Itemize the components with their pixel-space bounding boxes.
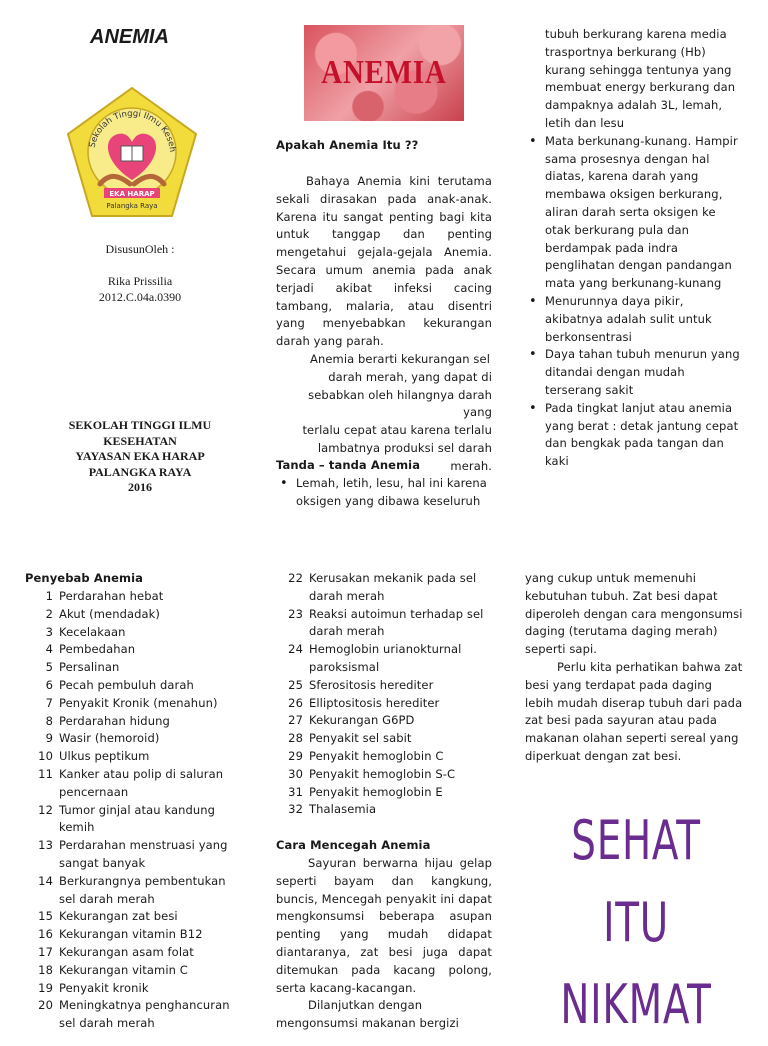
list-item-text: Pecah pembuluh darah <box>59 677 194 692</box>
list-item-text: Sferositosis herediter <box>309 677 434 692</box>
list-item <box>275 801 493 819</box>
author-nim: 2012.C.04a.0390 <box>98 290 182 304</box>
list-item <box>25 997 243 1033</box>
list-item-number: 31 <box>288 784 303 799</box>
section-heading-causes: Penyebab Anemia <box>25 571 144 585</box>
list-item-number: 6 <box>45 677 53 692</box>
composed-by-label: DisusunOleh : <box>105 242 175 256</box>
list-item-number: 10 <box>38 749 53 764</box>
list-item-number: 9 <box>45 731 53 746</box>
list-item-number: 29 <box>288 748 303 763</box>
list-item-text: Perdarahan hebat <box>59 589 164 603</box>
author-name: Rika Prissilia <box>107 274 173 288</box>
list-item-text: Penyakit kronik <box>59 980 149 995</box>
list-item-number: 22 <box>288 571 303 585</box>
list-item <box>25 980 243 998</box>
list-item-text: Tumor ginjal atau kandung kemih <box>59 802 216 835</box>
list-item-number: 18 <box>38 962 53 977</box>
list-item-number: 13 <box>38 838 53 853</box>
signs-list-start <box>276 475 492 511</box>
list-item-number: 14 <box>38 873 53 888</box>
list-item-text: Perdarahan menstruasi yang sangat banyak <box>59 838 228 870</box>
brochure-title: ANEMIA <box>90 26 169 48</box>
list-item: • Mata berkunang-kunang. Hampir sama prosesnya dengan hal diatas, karena darah yang membawa oksigen berkurang, aliran darah serta oksigen ke otak berkurang pula dan berdampak pada indra penglihatan dengan pandangan mata yang berkunang-kunang <box>525 133 743 293</box>
list-item-text: Kekurangan G6PD <box>309 713 415 728</box>
list-item <box>25 677 243 695</box>
list-item: • Pada tingkat lanjut atau anemia yang berat : detak jantung cepat dan bengkak pada tangan dan kaki <box>525 400 743 471</box>
nutrition-paragraph: yang cukup untuk memenuhi kebutuhan tubuh. Zat besi dapat diperoleh dengan cara mengonsumsi daging (terutama daging merah) seperti sapi. <box>525 571 743 657</box>
list-item-text: Kekurangan vitamin B12 <box>59 927 203 942</box>
list-item-number: 30 <box>288 766 303 781</box>
intro-paragraph: Bahaya Anemia kini terutama sekali dirasakan pada anak-anak. Karena itu sangat penting bagi kita untuk tanggap dan penting mengetahui gejala-gejala Anemia. Secara umum anemia pada anak terjadi akibat infeksi cacing tambang, malaria, atau disentri yang menyebabkan kekurangan darah yang parah. <box>276 174 492 349</box>
list-item <box>275 748 493 766</box>
list-item-text: Kekurangan zat besi <box>59 909 178 924</box>
list-item-number: 7 <box>45 695 53 710</box>
list-item: • Lemah, letih, lesu, hal ini karena oksigen yang dibawa keseluruh <box>276 475 492 511</box>
list-item-text: Perdarahan hidung <box>59 713 170 728</box>
list-item-text: Penyakit hemoglobin S-C <box>309 766 456 781</box>
list-item-number: 20 <box>38 998 53 1013</box>
section-heading-what-is: Apakah Anemia Itu ?? <box>276 138 419 152</box>
slogan-line: NIKMAT <box>560 973 712 1036</box>
list-item-text: Thalasemia <box>309 802 377 817</box>
list-item <box>275 712 493 730</box>
list-item <box>25 748 243 766</box>
list-item <box>25 873 243 909</box>
list-item-number: 19 <box>38 980 53 995</box>
list-item <box>25 659 243 677</box>
list-item <box>275 677 493 695</box>
list-item-number: 12 <box>38 802 53 817</box>
list-item <box>275 766 493 784</box>
definition-line: sebabkan oleh hilangnya darah yang <box>308 387 492 420</box>
list-item-text: Persalinan <box>59 660 120 675</box>
list-item <box>25 926 243 944</box>
list-item <box>275 784 493 802</box>
list-item-text: Elliptositosis herediter <box>309 695 440 710</box>
nutrition-paragraph: Perlu kita perhatikan bahwa zat besi yang terdapat pada daging lebih mudah diserap tubuh dari pada zat besi pada sayuran atau pada makanan olahan seperti sereal yang diperkuat dengan zat besi. <box>525 659 743 763</box>
list-item-number: 8 <box>45 713 53 728</box>
list-item-number: 15 <box>38 909 53 924</box>
list-item <box>25 606 243 624</box>
list-item <box>25 837 243 873</box>
slogan-block <box>520 800 752 1046</box>
intro-section <box>276 173 492 476</box>
list-item <box>275 570 493 606</box>
causes-list-continued <box>275 570 493 819</box>
definition-line: darah merah, yang dapat di <box>328 369 492 384</box>
list-item <box>25 713 243 731</box>
list-item-text: Kekurangan vitamin C <box>59 962 188 977</box>
list-item <box>25 624 243 642</box>
list-item-text: Meningkatnya penghancuran sel darah merah <box>59 998 230 1031</box>
signs-continued <box>525 26 743 471</box>
prevention-section <box>276 855 492 1033</box>
list-item-number: 1 <box>45 589 53 603</box>
logo-city-text: Palangka Raya <box>106 202 158 210</box>
list-item-text: Kerusakan mekanik pada sel darah merah <box>309 571 477 603</box>
list-item-number: 24 <box>288 642 303 657</box>
list-item <box>25 730 243 748</box>
definition-line: Anemia berarti kekurangan sel <box>309 351 490 366</box>
slogan-line: SEHAT <box>571 809 701 872</box>
prevention-paragraph: Sayuran berwarna hijau gelap seperti bayam dan kangkung, buncis, Mencegah penyakit ini dapat mengkonsumsi beberapa asupan penting yang mudah didapat diantaranya, zat besi juga dapat ditemukan pada kacang polong, serta kacang-kacangan. <box>276 856 492 995</box>
author-block <box>40 241 240 305</box>
section-heading-prevention: Cara Mencegah Anemia <box>276 838 431 852</box>
list-item <box>25 908 243 926</box>
institution-block <box>40 418 240 496</box>
signs-continuation-text: tubuh berkurang karena media trasportnya berkurang (Hb) kurang sehingga tentunya yang membuat energy berkurang dan dampaknya adalah 3L, lemah, letih dan lesu <box>545 27 736 130</box>
list-item-number: 17 <box>38 944 53 959</box>
list-item-number: 11 <box>38 766 53 781</box>
list-item-text: Penyakit Kronik (menahun) <box>59 695 218 710</box>
definition-line: lambatnya produksi sel darah merah. <box>317 440 492 473</box>
list-item-number: 2 <box>45 606 53 621</box>
list-item-text: Penyakit hemoglobin C <box>309 748 444 763</box>
list-item <box>25 766 243 802</box>
list-item-text: Hemoglobin urianokturnal paroksismal <box>309 642 462 674</box>
list-item-number: 3 <box>45 624 53 639</box>
list-item: • Daya tahan tubuh menurun yang ditandai dengan mudah terserang sakit <box>525 346 743 399</box>
school-logo <box>64 84 200 220</box>
list-item-text: Reaksi autoimun terhadap sel darah merah <box>309 606 484 639</box>
logo-foundation-text: EKA HARAP <box>109 190 155 198</box>
list-item-number: 26 <box>288 695 303 710</box>
list-item-number: 23 <box>288 606 303 621</box>
list-item-text: Kekurangan asam folat <box>59 944 194 959</box>
logo-arc-text: Sekolah Tinggi Ilmu Keseh <box>87 108 178 153</box>
list-item <box>275 641 493 677</box>
anemia-banner-image <box>304 25 464 121</box>
list-item-number: 27 <box>288 713 303 728</box>
institution-line: PALANGKA RAYA <box>88 464 192 479</box>
list-item <box>275 695 493 713</box>
list-item-text: Kanker atau polip di saluran pencernaan <box>59 766 224 799</box>
nutrition-section <box>525 570 743 766</box>
list-item-number: 5 <box>45 660 53 675</box>
list-item <box>25 588 243 606</box>
definition-line: terlalu cepat atau karena terlalu <box>302 423 492 438</box>
list-item-text: Wasir (hemoroid) <box>59 731 160 746</box>
banner-title: ANEMIA <box>321 54 447 91</box>
list-item-text: Penyakit hemoglobin E <box>309 784 443 799</box>
list-item-number: 32 <box>288 802 303 817</box>
list-item-text: Berkurangnya pembentukan sel darah merah <box>59 873 226 906</box>
list-item-text: Kecelakaan <box>59 624 126 639</box>
list-item-text: Akut (mendadak) <box>59 606 161 621</box>
prevention-paragraph: Dilanjutkan dengan mengonsumsi makanan bergizi <box>276 998 459 1031</box>
list-item: • Menurunnya daya pikir, akibatnya adalah sulit untuk berkonsentrasi <box>525 293 743 346</box>
list-item <box>275 730 493 748</box>
list-item-number: 25 <box>288 677 303 692</box>
list-item-text: Pembedahan <box>59 642 136 657</box>
institution-line: YAYASAN EKA HARAP <box>75 449 205 463</box>
list-item-text: Ulkus peptikum <box>59 749 150 764</box>
list-item-number: 4 <box>45 642 53 657</box>
list-item <box>25 944 243 962</box>
list-item <box>25 695 243 713</box>
list-item-text: Penyakit sel sabit <box>309 731 412 746</box>
institution-line: KESEHATAN <box>103 433 177 448</box>
signs-list <box>525 133 743 471</box>
institution-year: 2016 <box>128 480 152 494</box>
list-item-number: 28 <box>288 731 303 746</box>
slogan-line: ITU <box>603 891 669 954</box>
causes-list <box>25 588 243 1033</box>
list-item <box>275 606 493 642</box>
list-item <box>25 802 243 838</box>
list-item <box>25 962 243 980</box>
institution-line: SEKOLAH TINGGI ILMU <box>68 418 212 432</box>
list-item-number: 16 <box>38 927 53 942</box>
section-heading-signs: Tanda – tanda Anemia <box>276 458 421 472</box>
list-item <box>25 641 243 659</box>
